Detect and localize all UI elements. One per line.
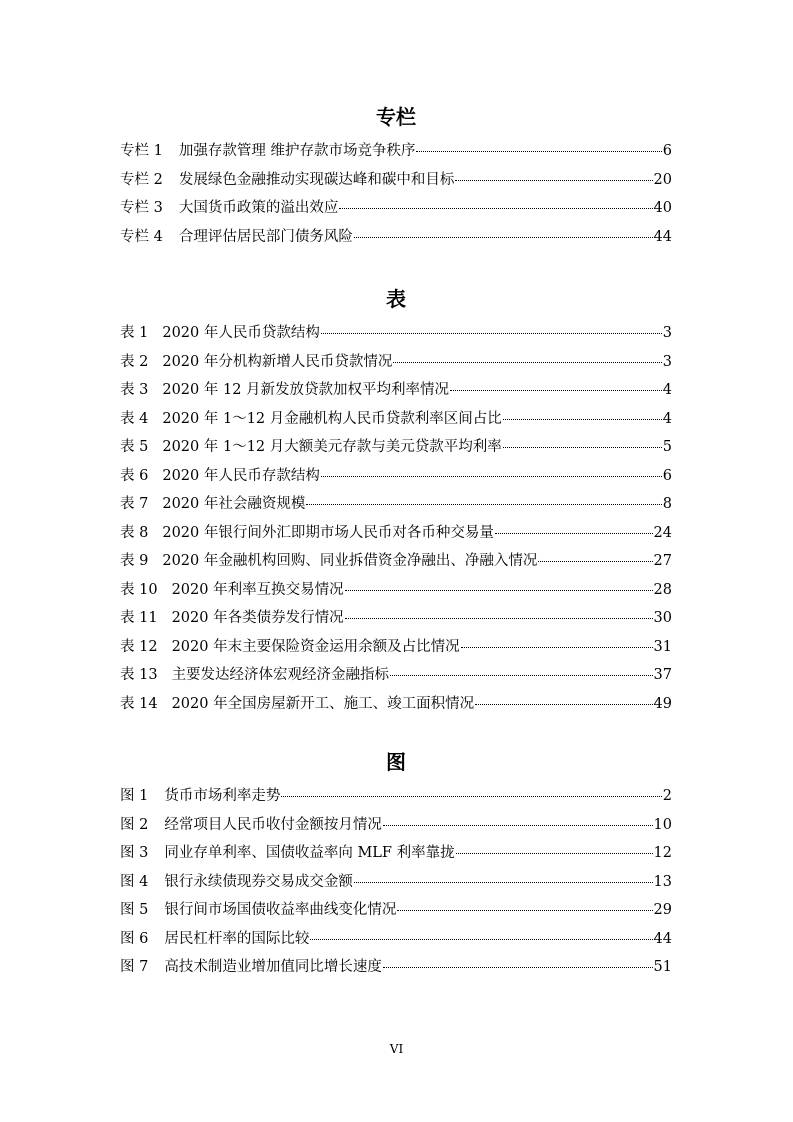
toc-entry-title: 银行永续债现券交易成交金额 <box>164 873 353 890</box>
toc-entry-page: 6 <box>662 467 672 484</box>
toc-entry-page: 13 <box>653 873 672 890</box>
figures-heading: 图 <box>386 750 406 774</box>
toc-entry[interactable] <box>120 782 672 811</box>
toc-entry-page: 12 <box>653 845 672 861</box>
dot-leader <box>495 532 653 534</box>
toc-entry-label: 表 2 <box>120 353 149 370</box>
toc-entry-label: 表 9 <box>120 553 149 569</box>
toc-entry[interactable] <box>120 547 672 576</box>
toc-entry[interactable] <box>120 223 672 252</box>
toc-entry-title: 同业存单利率、国债收益率向 MLF 利率靠拢 <box>164 845 455 861</box>
toc-entry-page: 8 <box>662 496 672 512</box>
toc-entry-title: 2020 年全国房屋新开工、施工、竣工面积情况 <box>171 695 475 712</box>
toc-entry-label: 表 13 <box>120 667 158 683</box>
toc-entry-title: 2020 年社会融资规模 <box>162 496 306 512</box>
toc-entry[interactable] <box>120 690 672 719</box>
toc-entry-title: 2020 年 12 月新发放贷款加权平均利率情况 <box>162 382 450 398</box>
dot-leader <box>503 418 662 420</box>
toc-entry-title: 居民杠杆率的国际比较 <box>164 930 310 947</box>
toc-entry-page: 44 <box>653 930 672 947</box>
toc-entry-page: 37 <box>653 667 672 683</box>
toc-entry[interactable] <box>120 839 672 868</box>
dot-leader <box>310 938 652 940</box>
toc-entry[interactable] <box>120 896 672 925</box>
toc-entry-label: 表 8 <box>120 524 149 541</box>
dot-leader <box>475 703 652 705</box>
dot-leader <box>456 852 653 854</box>
toc-entry-page: 5 <box>662 439 672 455</box>
toc-entry[interactable] <box>120 868 672 897</box>
toc-entry-page: 30 <box>653 610 672 626</box>
dot-leader <box>390 674 652 676</box>
toc-entry[interactable] <box>120 661 672 690</box>
toc-entry-title: 货币市场利率走势 <box>164 788 281 804</box>
toc-entry-label: 表 5 <box>120 439 149 455</box>
toc-entry-label: 表 6 <box>120 467 149 484</box>
toc-entry-title: 经常项目人民币收付金额按月情况 <box>164 816 382 833</box>
toc-entry[interactable] <box>120 376 672 405</box>
dot-leader <box>383 824 653 826</box>
toc-entry[interactable] <box>120 462 672 491</box>
dot-leader <box>345 589 653 591</box>
toc-entry-page: 4 <box>662 382 672 398</box>
toc-entry-label: 表 12 <box>120 638 158 655</box>
page-number: VI <box>389 1042 404 1056</box>
tables-list <box>120 319 672 718</box>
toc-entry-title: 高技术制造业增加值同比增长速度 <box>164 959 382 975</box>
toc-entry-label: 表 3 <box>120 382 149 398</box>
toc-entry-title: 2020 年人民币存款结构 <box>162 467 320 484</box>
toc-entry-page: 6 <box>662 143 672 159</box>
toc-entry-label: 专栏 1 <box>120 143 163 159</box>
toc-entry[interactable] <box>120 811 672 840</box>
toc-entry[interactable] <box>120 405 672 434</box>
toc-entry-page: 31 <box>653 638 672 655</box>
toc-entry-page: 29 <box>653 902 672 918</box>
toc-entry-page: 20 <box>653 171 672 188</box>
toc-entry-title: 2020 年银行间外汇即期市场人民币对各币种交易量 <box>162 524 494 541</box>
toc-entry-label: 图 7 <box>120 959 149 975</box>
dot-leader <box>538 560 652 562</box>
toc-entry-page: 51 <box>653 959 672 975</box>
dot-leader <box>306 503 661 505</box>
toc-entry[interactable] <box>120 433 672 462</box>
toc-entry-label: 专栏 3 <box>120 200 163 216</box>
figures-list <box>120 782 672 982</box>
toc-entry-label: 表 1 <box>120 325 149 341</box>
toc-entry-label: 图 3 <box>120 845 149 861</box>
toc-entry-title: 2020 年分机构新增人民币贷款情况 <box>162 353 393 370</box>
toc-entry-label: 图 5 <box>120 902 149 918</box>
toc-entry-page: 10 <box>653 816 672 833</box>
toc-entry-label: 表 11 <box>120 610 158 626</box>
toc-entry-title: 大国货币政策的溢出效应 <box>178 200 339 216</box>
toc-entry-title: 2020 年 1～12 月大额美元存款与美元贷款平均利率 <box>162 439 502 455</box>
dot-leader <box>321 475 662 477</box>
toc-entry[interactable] <box>120 166 672 195</box>
dot-leader <box>345 617 653 619</box>
toc-entry-title: 加强存款管理 维护存款市场竞争秩序 <box>178 143 416 159</box>
toc-entry-label: 图 1 <box>120 788 149 804</box>
toc-entry-title: 2020 年金融机构回购、同业拆借资金净融出、净融入情况 <box>162 553 538 569</box>
toc-entry-page: 28 <box>653 581 672 598</box>
dot-leader <box>354 236 653 238</box>
dot-leader <box>383 966 653 968</box>
toc-entry[interactable] <box>120 576 672 605</box>
tables-heading: 表 <box>386 287 406 311</box>
dot-leader <box>339 207 652 209</box>
toc-entry-label: 表 4 <box>120 410 149 427</box>
toc-entry-label: 图 2 <box>120 816 149 833</box>
dot-leader <box>450 389 662 391</box>
toc-entry-title: 合理评估居民部门债务风险 <box>178 228 353 245</box>
dot-leader <box>354 881 653 883</box>
toc-entry-label: 图 6 <box>120 930 149 947</box>
toc-entry-label: 专栏 2 <box>120 171 163 188</box>
toc-entry[interactable] <box>120 490 672 519</box>
toc-entry-label: 专栏 4 <box>120 228 163 245</box>
toc-entry-title: 发展绿色金融推动实现碳达峰和碳中和目标 <box>178 171 455 188</box>
toc-entry-page: 24 <box>653 524 672 541</box>
dot-leader <box>503 446 662 448</box>
toc-entry[interactable] <box>120 348 672 377</box>
toc-entry[interactable] <box>120 633 672 662</box>
toc-entry-page: 2 <box>662 788 672 804</box>
toc-entry-title: 2020 年利率互换交易情况 <box>171 581 344 598</box>
toc-entry-label: 表 10 <box>120 581 158 598</box>
toc-entry-label: 图 4 <box>120 873 149 890</box>
boxes-list <box>120 137 672 251</box>
toc-entry[interactable] <box>120 604 672 633</box>
toc-entry-page: 3 <box>662 325 672 341</box>
toc-entry-page: 4 <box>662 410 672 427</box>
dot-leader <box>461 646 653 648</box>
toc-entry-title: 2020 年末主要保险资金运用余额及占比情况 <box>171 638 460 655</box>
toc-entry-title: 2020 年 1～12 月金融机构人民币贷款利率区间占比 <box>162 410 502 427</box>
toc-entry-page: 49 <box>653 695 672 712</box>
dot-leader <box>393 361 661 363</box>
toc-entry[interactable] <box>120 194 672 223</box>
toc-entry-title: 2020 年各类债券发行情况 <box>171 610 344 626</box>
dot-leader <box>281 795 661 797</box>
toc-entry-label: 表 7 <box>120 496 149 512</box>
toc-entry[interactable] <box>120 925 672 954</box>
toc-entry-title: 2020 年人民币贷款结构 <box>162 325 320 341</box>
toc-entry-page: 40 <box>653 200 672 216</box>
toc-entry-page: 27 <box>653 553 672 569</box>
boxes-heading: 专栏 <box>376 105 416 129</box>
toc-entry[interactable] <box>120 137 672 166</box>
toc-entry-title: 主要发达经济体宏观经济金融指标 <box>171 667 390 683</box>
dot-leader <box>397 909 652 911</box>
toc-entry-page: 3 <box>662 353 672 370</box>
toc-entry[interactable] <box>120 953 672 982</box>
toc-entry[interactable] <box>120 319 672 348</box>
toc-entry[interactable] <box>120 519 672 548</box>
dot-leader <box>321 332 662 334</box>
toc-entry-page: 44 <box>653 228 672 245</box>
dot-leader <box>416 150 661 152</box>
toc-entry-label: 表 14 <box>120 695 158 712</box>
toc-entry-title: 银行间市场国债收益率曲线变化情况 <box>164 902 397 918</box>
dot-leader <box>455 179 652 181</box>
